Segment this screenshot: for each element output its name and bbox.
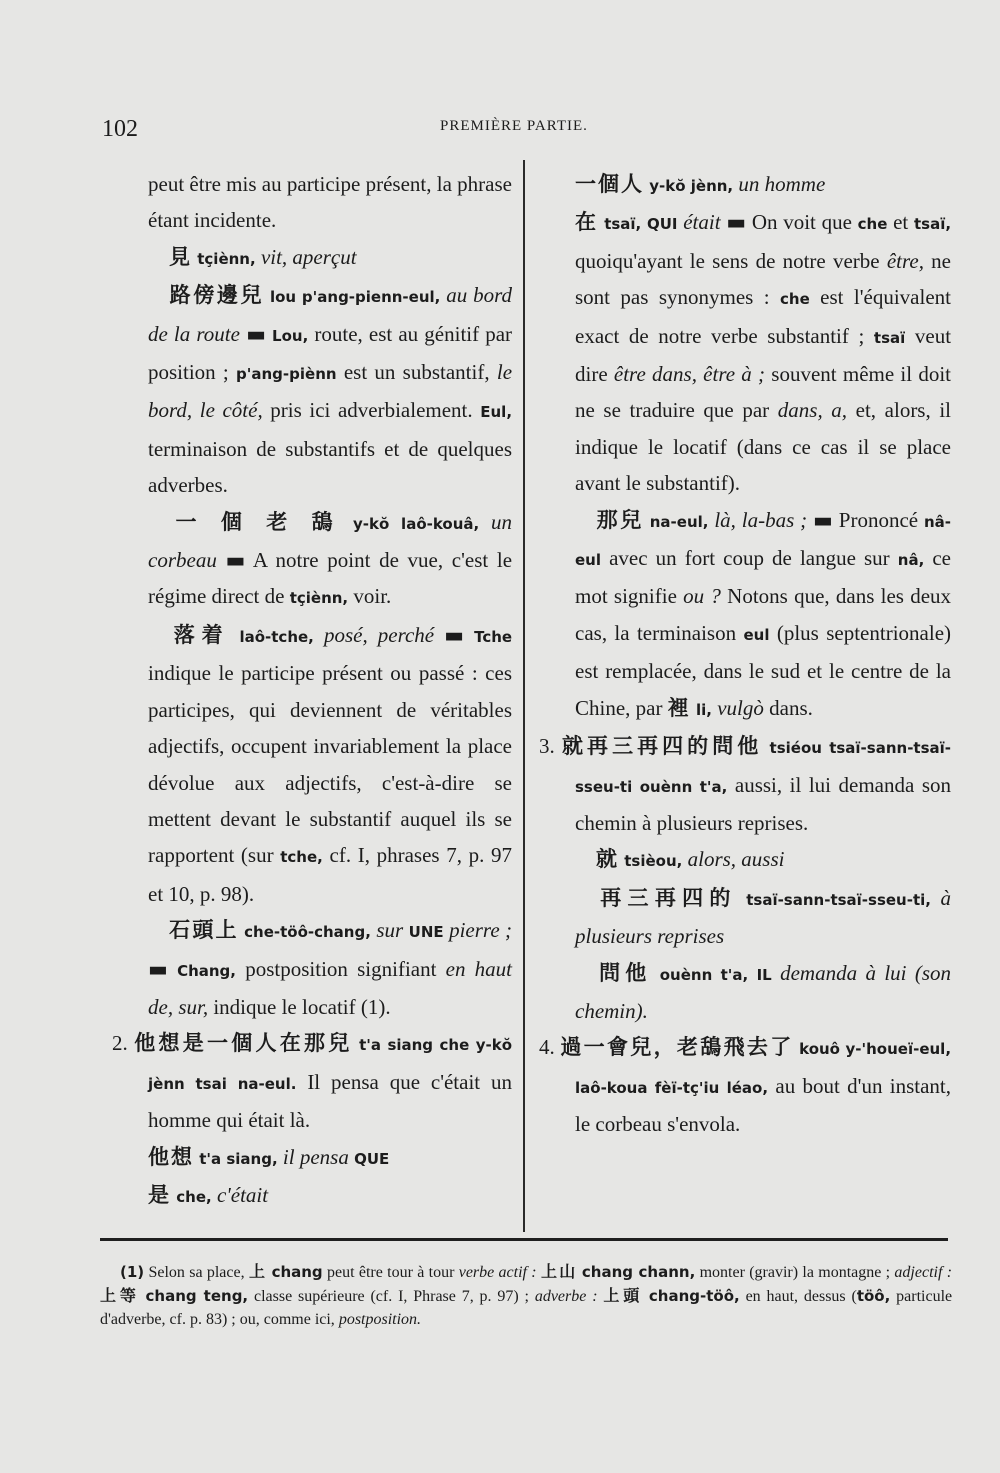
translation: verbe actif : bbox=[458, 1264, 537, 1281]
romanization: chang-töô, bbox=[648, 1287, 740, 1305]
footnote bbox=[100, 1260, 952, 1331]
text: pris ici adverbialement. bbox=[270, 398, 473, 423]
running-head: PREMIÈRE PARTIE. bbox=[440, 118, 588, 134]
dash-separator: ▬ bbox=[246, 321, 266, 346]
text: dans. bbox=[769, 695, 813, 720]
romanization: t'a siang che y-kŏ jènn tsai na-eul. bbox=[148, 1036, 513, 1093]
text: est un substantif, bbox=[343, 360, 490, 385]
translation: être, bbox=[886, 248, 924, 273]
chinese-text: 就 bbox=[596, 847, 619, 872]
text: veut dire bbox=[575, 323, 952, 387]
footnote-rule bbox=[100, 1238, 948, 1241]
small-caps-word: QUI bbox=[646, 215, 678, 234]
translation: c'était bbox=[216, 1182, 269, 1207]
dash-separator: ▬ bbox=[148, 956, 168, 981]
romanization: ouènn t'a, bbox=[659, 965, 749, 984]
chinese-text: 落着 bbox=[169, 622, 230, 647]
translation: dans, a, bbox=[777, 398, 848, 423]
romanization: tsaï, bbox=[604, 215, 642, 234]
paragraph bbox=[148, 239, 512, 277]
text: postposition signifiant bbox=[245, 956, 437, 981]
translation: le bord, le côté, bbox=[148, 360, 513, 423]
text: terminaison de substantifs et de quelques adverbes. bbox=[148, 436, 512, 498]
footnote-ref: (1). bbox=[360, 994, 391, 1019]
translation: ou ? bbox=[683, 584, 721, 609]
small-caps-word: UNE bbox=[408, 923, 444, 942]
text: indique le locatif bbox=[213, 994, 356, 1019]
paragraph bbox=[575, 880, 951, 955]
chinese-text: 上 bbox=[248, 1262, 268, 1281]
romanization: eul bbox=[743, 625, 770, 644]
romanization: tsaï bbox=[873, 328, 906, 347]
romanization: lou p'ang-pienn-eul, bbox=[269, 288, 441, 307]
chinese-text: 見 bbox=[169, 244, 192, 269]
romanization: Eul, bbox=[480, 403, 513, 422]
romanization: li, bbox=[695, 700, 712, 719]
text: Prononcé bbox=[838, 507, 919, 532]
paragraph bbox=[148, 1177, 512, 1215]
small-caps-word: QUE bbox=[354, 1149, 390, 1168]
paragraph bbox=[148, 504, 512, 617]
romanization: chang bbox=[271, 1263, 323, 1281]
text: indique le participe présent ou passé : ces participes, qui deviennent de véritables adjectifs, occupent invariablement la place dévolue aux adjectifs, c'est-à-dire se mettent devant le substantif auquel ils se rapportent (sur bbox=[148, 661, 512, 868]
text: On voit que bbox=[751, 210, 852, 235]
romanization: nâ, bbox=[897, 551, 925, 570]
sentence-number: 2. bbox=[112, 1031, 128, 1056]
text: A notre point de vue, c'est le régime direct de bbox=[148, 548, 513, 609]
romanization: na-eul, bbox=[649, 512, 709, 531]
paragraph bbox=[148, 1139, 512, 1177]
chinese-text: 他想 bbox=[148, 1144, 194, 1169]
text: monter (gravir) la montagne ; bbox=[699, 1264, 891, 1281]
translation: adverbe : bbox=[534, 1288, 598, 1305]
sentence-number: 4. bbox=[539, 1035, 555, 1060]
page-number: 102 bbox=[102, 116, 138, 142]
chinese-text: 石頭上 bbox=[169, 918, 239, 943]
paragraph bbox=[575, 841, 951, 879]
text: classe supérieure (cf. I, Phrase 7, p. 97) ; bbox=[253, 1288, 529, 1305]
romanization: y-kŏ laô-kouâ, bbox=[353, 514, 480, 533]
right-column bbox=[539, 166, 952, 1143]
text: aussi, il lui demanda son chemin à plusieurs reprises. bbox=[575, 772, 952, 835]
romanization: kouô y-'houeï-eul, laô-koua fèï-tç'iu léao, bbox=[575, 1040, 952, 1097]
translation: demanda à lui (son chemin). bbox=[575, 960, 952, 1023]
romanization: chang chann, bbox=[581, 1263, 696, 1281]
romanization: tsaï, bbox=[913, 215, 952, 234]
paragraph bbox=[148, 277, 512, 503]
translation: un corbeau bbox=[148, 509, 513, 573]
romanization: che bbox=[857, 215, 888, 234]
left-column bbox=[112, 166, 513, 1215]
romanization: tsiéou tsaï-sann-tsaï-sseu-ti ouènn t'a, bbox=[575, 739, 952, 796]
text: au bout d'un instant, le corbeau s'envola. bbox=[575, 1073, 952, 1137]
chinese-text: 一個人 bbox=[575, 172, 644, 196]
text: voir. bbox=[353, 584, 392, 609]
romanization: nâ-eul bbox=[575, 512, 951, 570]
translation: un homme bbox=[738, 172, 826, 196]
romanization: che bbox=[780, 290, 810, 309]
text: particule d'adverbe, cf. p. 83) ; ou, comme ici, bbox=[100, 1288, 953, 1328]
translation: alors, aussi bbox=[687, 847, 785, 872]
chinese-text: 路傍邊兒 bbox=[169, 283, 265, 308]
text: quoiqu'ayant le sens de notre verbe bbox=[575, 248, 880, 273]
text: (plus septentrionale) est remplacée, dans le sud et le centre de la Chine, par bbox=[575, 620, 952, 720]
chinese-text: 上等 bbox=[100, 1286, 140, 1305]
text: cf. I, phrases 7, p. 97 et 10, p. 98). bbox=[148, 843, 512, 906]
dash-separator: ▬ bbox=[444, 622, 465, 647]
romanization: p'ang-piènn bbox=[236, 365, 337, 384]
text: peut être tour à tour bbox=[326, 1264, 455, 1281]
footnote-mark: (1) bbox=[120, 1263, 145, 1281]
translation: était bbox=[683, 210, 721, 235]
chinese-text: 他想是一個人在那兒 bbox=[134, 1031, 353, 1056]
romanization: Tche bbox=[474, 627, 513, 646]
chinese-text: 就再三再四的問他 bbox=[562, 734, 763, 759]
romanization: töô, bbox=[856, 1287, 891, 1305]
text: en haut, dessus ( bbox=[745, 1288, 857, 1305]
paragraph bbox=[148, 912, 512, 1025]
text: et bbox=[893, 210, 909, 235]
chinese-text: 問他 bbox=[596, 960, 652, 985]
paragraph bbox=[575, 166, 951, 204]
sentence-2 bbox=[112, 1025, 513, 1138]
romanization: che, bbox=[176, 1187, 212, 1206]
text: Il pensa que c'était un homme qui était là. bbox=[148, 1069, 512, 1133]
romanization: tsièou, bbox=[624, 852, 683, 871]
chinese-text: 裡 bbox=[667, 695, 691, 720]
translation: postposition. bbox=[338, 1311, 422, 1328]
romanization: che-töô-chang, bbox=[244, 923, 371, 942]
romanization: t'a siang, bbox=[199, 1149, 278, 1168]
translation: adjectif : bbox=[894, 1264, 953, 1281]
text: souvent même il doit ne se traduire que par bbox=[575, 362, 952, 423]
romanization: tçiènn, bbox=[197, 249, 256, 268]
translation: là, la-bas ; bbox=[714, 507, 808, 532]
romanization: laô-tche, bbox=[239, 627, 314, 646]
dash-separator: ▬ bbox=[813, 507, 833, 532]
chinese-text: 那兒 bbox=[596, 507, 644, 532]
translation: pierre ; bbox=[449, 918, 513, 943]
text: route, est au génitif par position ; bbox=[148, 321, 513, 385]
chinese-text: 在 bbox=[575, 210, 599, 235]
text: Selon sa place, bbox=[148, 1264, 245, 1281]
column-divider bbox=[523, 160, 525, 1232]
translation: en haut de, sur, bbox=[148, 956, 513, 1019]
text: est l'équivalent exact de notre verbe substantif ; bbox=[575, 285, 951, 348]
text: et, alors, il indique le locatif (dans ce cas il se place avant le substantif). bbox=[575, 398, 952, 496]
romanization: tche, bbox=[280, 848, 323, 867]
paragraph bbox=[148, 617, 512, 912]
paragraph bbox=[575, 955, 951, 1030]
text: ce mot signifie bbox=[575, 546, 952, 609]
translation: être dans, être à ; bbox=[613, 362, 766, 387]
translation: sur bbox=[376, 918, 404, 943]
translation: vulgò bbox=[717, 695, 764, 720]
romanization: chang teng, bbox=[145, 1287, 249, 1305]
translation: vit, aperçut bbox=[260, 244, 357, 269]
chinese-text: 一 個 老 鴰 bbox=[169, 509, 342, 534]
small-caps-word: IL bbox=[756, 965, 772, 984]
dash-separator: ▬ bbox=[225, 548, 246, 573]
text: Notons que, dans les deux cas, la terminaison bbox=[575, 584, 952, 645]
chinese-text: 上山 bbox=[540, 1262, 578, 1281]
dash-separator: ▬ bbox=[726, 210, 747, 235]
sentence-3 bbox=[539, 728, 952, 841]
romanization: tçiènn, bbox=[289, 589, 349, 608]
romanization: tsaï-sann-tsaï-sseu-ti, bbox=[746, 890, 931, 909]
chinese-text: 再三再四的 bbox=[596, 885, 737, 910]
paragraph: peut être mis au participe présent, la phrase étant incidente. bbox=[148, 172, 512, 233]
sentence-4 bbox=[539, 1029, 952, 1142]
romanization: Chang, bbox=[177, 961, 236, 980]
text: ne sont pas synonymes : bbox=[575, 248, 951, 310]
chinese-text: 是 bbox=[148, 1182, 171, 1207]
chinese-text: 過一會兒，老鴰飛去了 bbox=[560, 1035, 794, 1060]
sentence-number: 3. bbox=[539, 734, 555, 759]
text: avec un fort coup de langue sur bbox=[609, 546, 890, 571]
paragraph bbox=[575, 204, 951, 501]
translation: il pensa bbox=[282, 1144, 349, 1169]
translation: à plusieurs reprises bbox=[575, 885, 952, 949]
romanization: y-kŏ jènn, bbox=[649, 177, 734, 195]
translation: posé, perché bbox=[323, 622, 435, 647]
chinese-text: 上頭 bbox=[603, 1286, 644, 1305]
romanization: Lou, bbox=[272, 326, 309, 345]
paragraph bbox=[575, 502, 951, 728]
translation: au bord de la route bbox=[148, 283, 512, 346]
